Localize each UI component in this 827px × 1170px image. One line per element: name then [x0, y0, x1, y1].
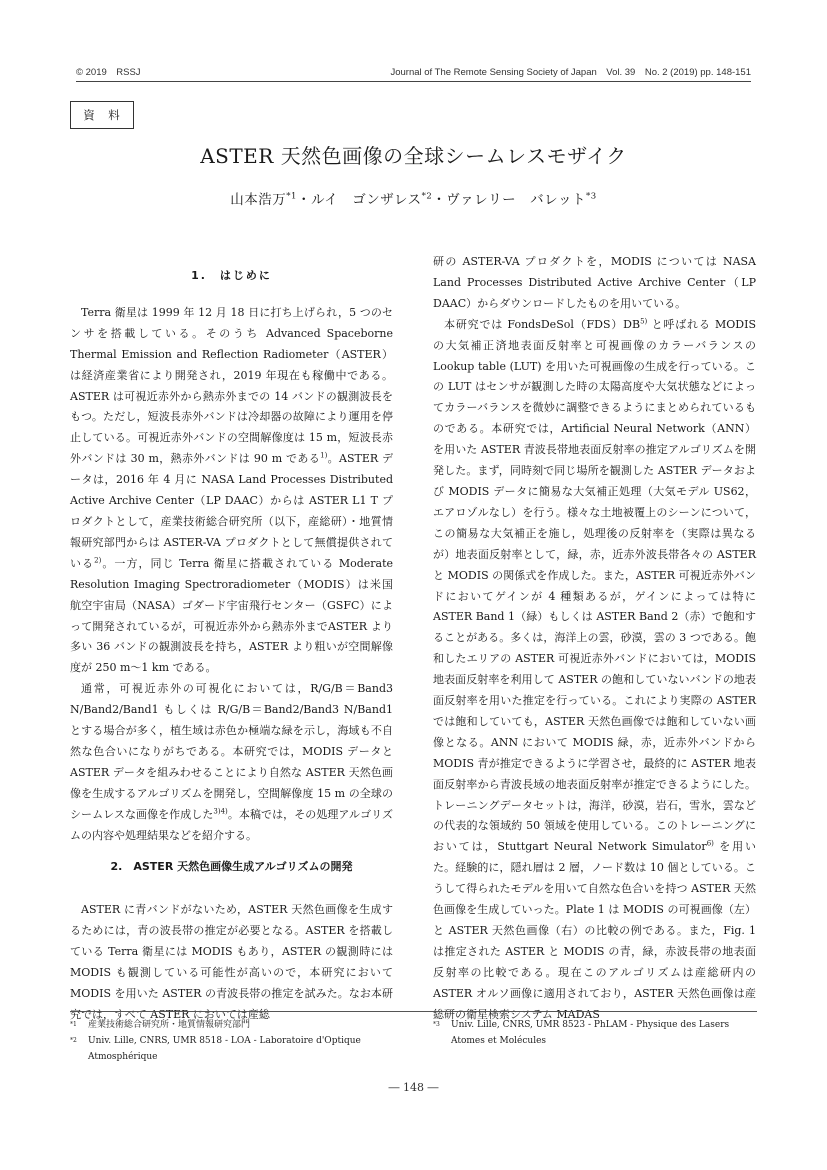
- section-heading: 2. ASTER 天然色画像生成アルゴリズムの開発: [110, 860, 353, 874]
- right-column: [433, 252, 756, 1026]
- article-title: ASTER 天然色画像の全球シームレスモザイク: [200, 144, 627, 168]
- body-paragraph: 本研究では FondsDeSol（FDS）DB$^{5)}$ と呼ばれる MODIS の大気補正済地表面反射率と可視画像のカラーバランスの Lookup table (LUT) を用いた可視画像の生成を行っている。この LUT はセンサが観測した時の太陽高度や大気状態などによってカラーバランスを微妙に調整できるようにまとめられているものである。本研究では，Artificial Neural Network（ANN）を用いた ASTER 青波長帯地表面反射率の推定アルゴリズムを開発した。まず，同時刻で同じ場所を観測した ASTER データおよび MODIS データに簡易な大気補正処理（大気モデル US62，エアロゾルなし）を行う。様々な土地被覆上のシーンについて，この簡易な大気補正を施し，処理後の反射率を（実際は異なるが）地表面反射率として，緑，赤，近赤外波長帯各々の ASTER と MODIS の関係式を作成した。また，ASTER 可視近赤外バンドにおいてゲインが 4 種類あるが，ゲインによっては特に ASTER Band 1（緑）もしくは ASTER Band 2（赤）で飽和することがある。多くは，海洋上の雲，砂漠，雲の 3 つである。飽和したエリアの ASTER 可視近赤外バンドにおいては，MODIS 地表面反射率を利用して ASTER の飽和していないバンドの地表面反射率を用いた推定を行っている。これにより実際の ASTER では飽和していても，ASTER 天然色画像では飽和していない画像となる。ANN において MODIS 緑，赤，近赤外バンドから MODIS 青が推定できるように学習させ，最終的に ASTER 地表面反射率から青波長域の地表面反射率が推定できるようにした。トレーニングデータセットは，海洋，砂漠，岩石，雪氷，雲などの代表的な領域約 50 領域を使用している。このトレーニングにおいては，Stuttgart Neural Network Simulator$^{6)}$ を用いた。経験的に，隠れ層は 2 層，ノード数は 10 個としている。こうして得られたモデルを用いて自然な色合いを持つ ASTER 天然色画像を生成していった。Plate 1 は MODIS の可視画像（左）と ASTER 天然色画像（右）の比較の例である。また，Fig. 1 は推定された ASTER と MODIS の青，緑，赤波長帯の地表面反射率の比較である。現在このアルゴリズムは産総研内の ASTER オルソ画像に適用されており，ASTER 天然色画像は産総研の衛星検索システム MADAS: [433, 317, 757, 1021]
- author-name: ・ルイ ゴンザレス: [296, 192, 422, 208]
- author-name: 山本浩万: [230, 192, 287, 208]
- citation-ref: 5): [640, 317, 648, 326]
- footnote-rule: [70, 1011, 757, 1012]
- author-name: ・ヴァレリー バレット: [432, 192, 587, 208]
- citation-ref: 2): [94, 556, 102, 565]
- citation-ref: 3)4): [213, 807, 228, 815]
- body-paragraph: 研の ASTER-VA プロダクトを，MODIS については NASA Land Processes Distributed Active Archive Center（LP DAAC）からダウンロードしたものを用いている。: [433, 255, 756, 310]
- author-line: [60, 188, 767, 208]
- footnote-text: 産業技術総合研究所・地質情報研究部門: [88, 1020, 251, 1030]
- affiliation-mark: *3: [586, 191, 597, 202]
- footnote-text: Univ. Lille, CNRS, UMR 8518 - LOA - Laboratoire d'Optique Atmosphérique: [88, 1036, 361, 1062]
- footnote: [70, 1033, 393, 1065]
- body-paragraph: 通常，可視近赤外の可視化においては，R/G/B＝Band3 N/Band2/Band1 もしくは R/G/B＝Band2/Band3 N/Band1 とする場合が多く，植生域は赤色か極端な緑を示し，海域も不自然な色合いになりがちである。本研究では，MODIS データと ASTER データを組みわせることにより自然な ASTER 天然色画像を生成するアルゴリズムを開発し，空間解像度 15 m の全球のシームレスな画像を作成した$^{3)4)}$。本稿では，その処理アルゴリズムの内容や処理結果などを紹介する。: [70, 682, 393, 842]
- page-number: ― 148 ―: [388, 1081, 439, 1094]
- header-rule: [76, 81, 751, 82]
- affiliation-mark: *2: [421, 191, 433, 202]
- footnote-mark: *1: [70, 1021, 77, 1028]
- section-heading: 1. はじめに: [191, 269, 272, 282]
- footnote-mark: *3: [433, 1021, 440, 1028]
- journal-citation: Journal of The Remote Sensing Society of Japan Vol. 39 No. 2 (2019) pp. 148-151: [390, 67, 751, 78]
- left-column: [70, 266, 393, 1026]
- footnote-mark: *2: [70, 1037, 77, 1044]
- footnote: [433, 1017, 756, 1049]
- citation-ref: 6): [706, 839, 714, 848]
- body-paragraph: Terra 衛星は 1999 年 12 月 18 日に打ち上げられ，5 つのセンサを搭載している。そのうち Advanced Spaceborne Thermal Emission and Reflection Radiometer（ASTER）は経済産業省により開発され，2019 年現在も稼働中である。ASTER は可視近赤外から熱赤外までの 14 バンドの観測波長をもつ。ただし，短波長赤外バンドは冷却器の故障により運用を停止している。可視近赤外バンドの空間解像度は 15 m，短波長赤外バンドは 30 m，熱赤外バンドは 90 m である$^{1)}$。ASTER データは，2016 年 4 月に NASA Land Processes Distributed Active Archive Center（LP DAAC）からは ASTER L1 T プロダクトとして，産業技術総合研究所（以下，産総研）・地質情報研究部門からは ASTER-VA プロダクトとして無償提供されている$^{2)}$。一方，同じ Terra 衛星に搭載されている Moderate Resolution Imaging Spectroradiometer（MODIS）は米国航空宇宙局（NASA）ゴダード宇宙飛行センター（GSFC）によって開発されているが，可視近赤外から熱赤外までASTER より多い 36 バンドの観測波長を持ち，ASTER より粗いが空間解像度が 250 m～1 km である。: [70, 305, 394, 675]
- footnote-text: Univ. Lille, CNRS, UMR 8523 - PhLAM - Physique des Lasers Atomes et Molécules: [451, 1020, 730, 1046]
- running-header: [76, 64, 751, 80]
- affiliation-mark: *1: [286, 191, 297, 202]
- citation-ref: 1): [320, 451, 328, 460]
- article-type-badge: 資 料: [70, 101, 134, 129]
- copyright: © 2019 RSSJ: [76, 67, 141, 78]
- footnote: [70, 1017, 393, 1033]
- body-paragraph: ASTER に青バンドがないため，ASTER 天然色画像を生成するためには，青の波長帯の推定が必要となる。ASTER を搭載している Terra 衛星には MODIS もあり，ASTER の観測時には MODIS も観測している可能性が高いので，本研究において MODIS を用いた ASTER の青波長帯の推定を試みた。なお本研究では，すべて ASTER においては産総: [70, 903, 393, 1021]
